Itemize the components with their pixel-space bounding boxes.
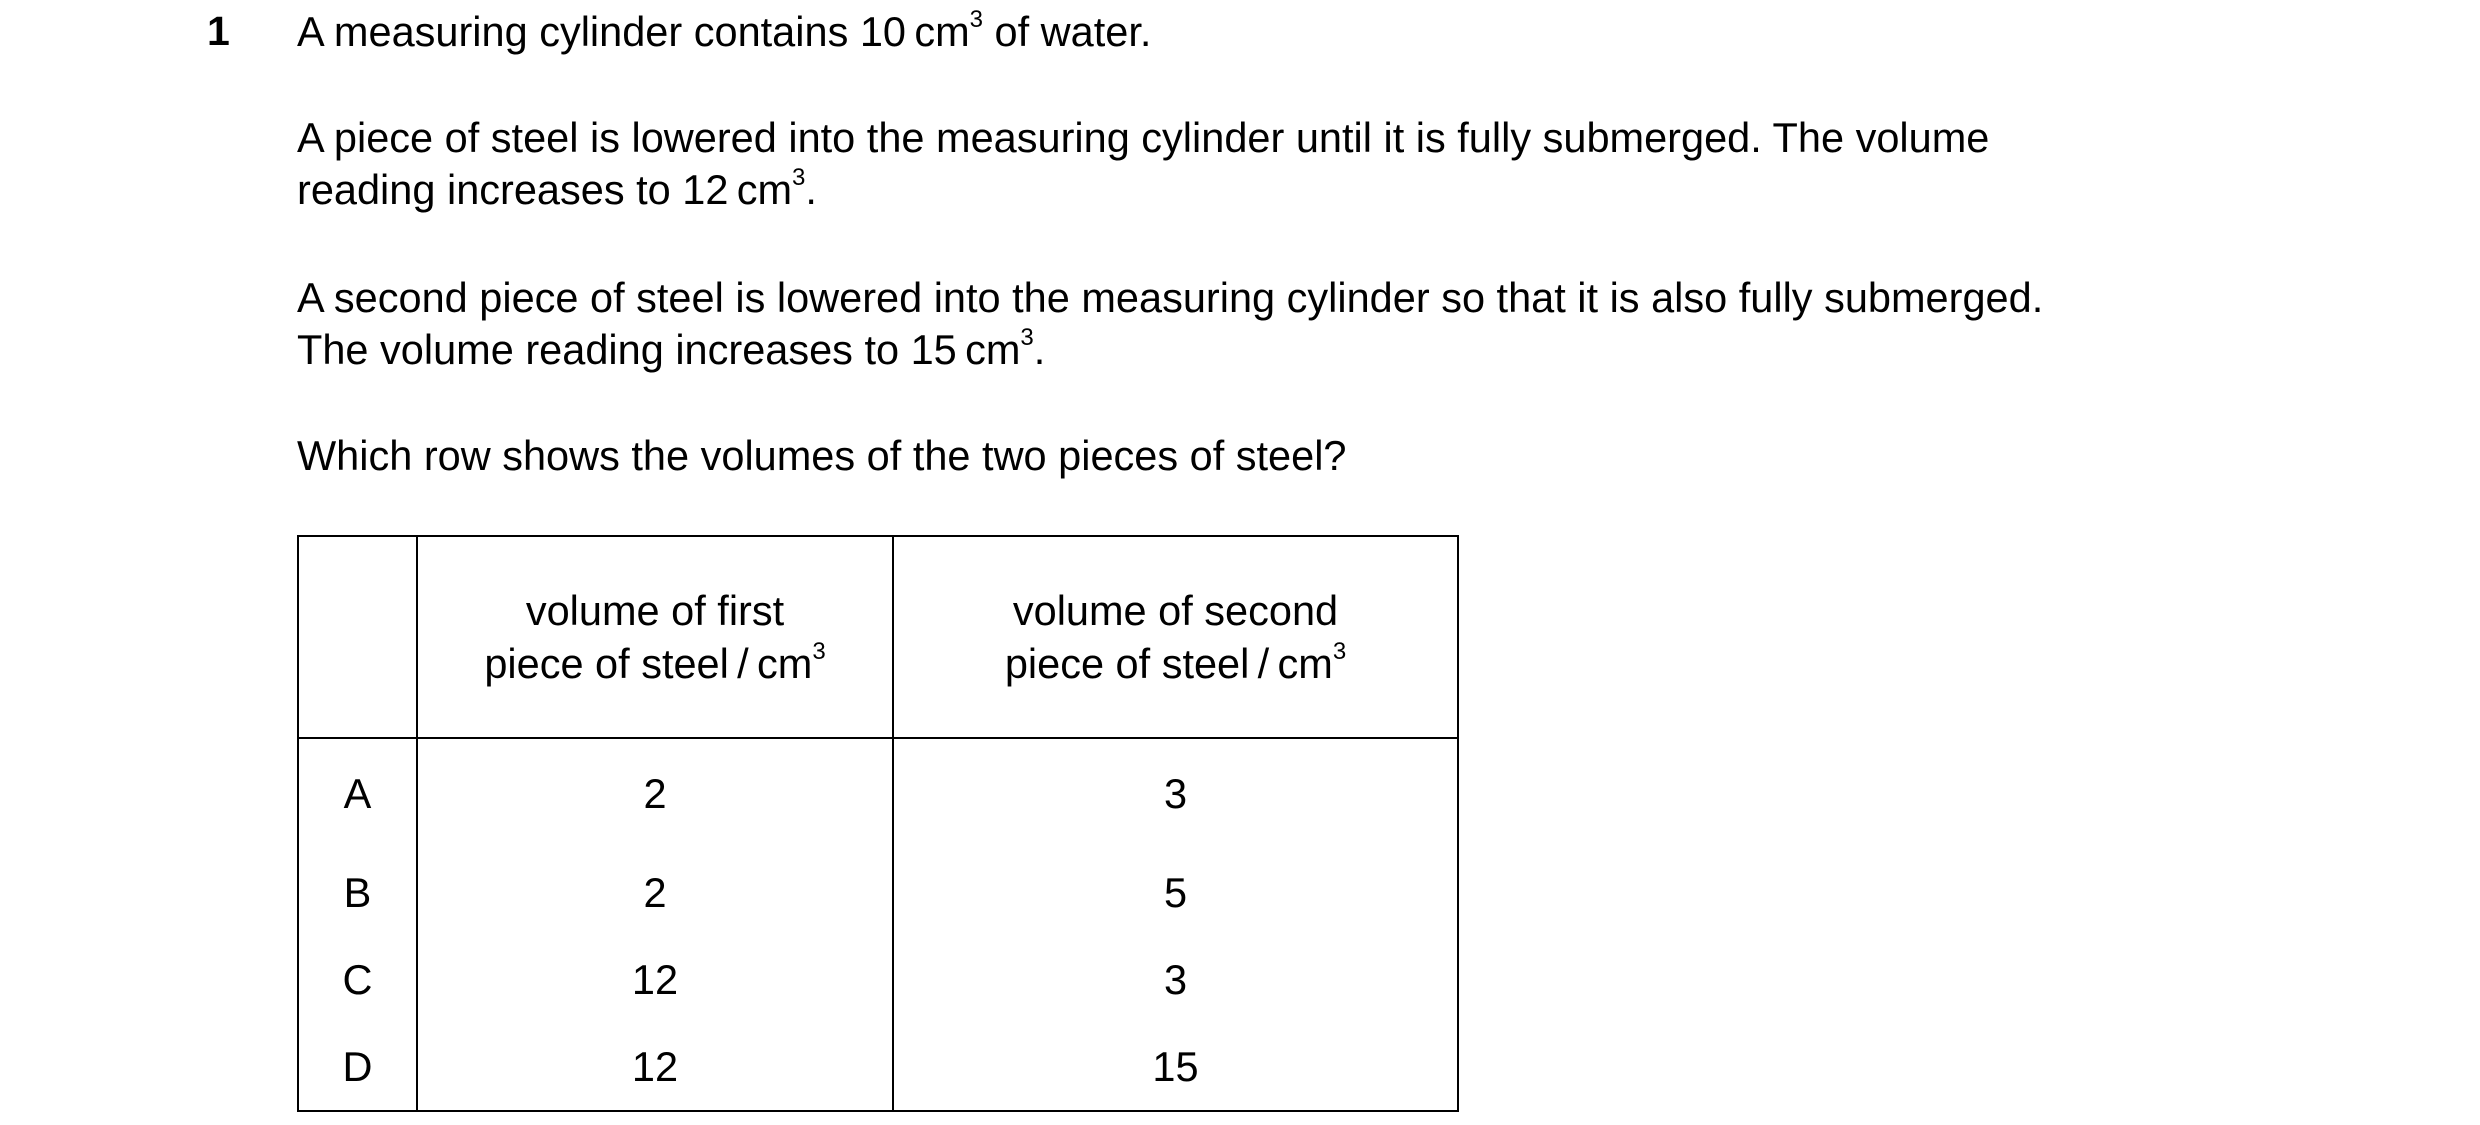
- table-row: [298, 849, 1458, 936]
- second-volume-value: 5: [893, 849, 1458, 936]
- paragraph-3-text-end: .: [1033, 326, 1046, 373]
- option-letter: C: [298, 936, 417, 1023]
- header-second-line-2: piece of steel / cm: [1004, 640, 1333, 687]
- header-second-line-1: volume of second: [1012, 587, 1339, 634]
- superscript: 3: [812, 638, 826, 665]
- superscript: 3: [792, 164, 806, 191]
- option-letter: B: [298, 849, 417, 936]
- header-first-line-1: volume of first: [525, 587, 785, 634]
- question-paragraph-1: [297, 6, 2277, 58]
- paragraph-2-text-end: .: [805, 166, 817, 213]
- paragraph-3-line-2: [297, 324, 2277, 376]
- second-volume-value: 3: [893, 738, 1458, 849]
- question-number: 1: [207, 8, 230, 54]
- paragraph-1-text: A measuring cylinder contains 10 cm: [297, 8, 970, 55]
- superscript: 3: [969, 6, 983, 33]
- first-volume-value: 12: [417, 936, 893, 1023]
- question-paragraph-2: [297, 112, 2277, 216]
- option-letter: A: [298, 738, 417, 849]
- table-row: [298, 738, 1458, 849]
- second-volume-value: 3: [893, 936, 1458, 1023]
- superscript: 3: [1332, 638, 1347, 665]
- paragraph-3-line-1: A second piece of steel is lowered into the measuring cylinder so that it is also fully submerged.: [297, 274, 2044, 321]
- first-volume-value: 2: [417, 849, 893, 936]
- superscript: 3: [1020, 324, 1034, 351]
- header-first-volume: [417, 536, 893, 738]
- question-prompt: Which row shows the volumes of the two pieces of steel?: [297, 432, 1347, 479]
- header-blank-cell: [298, 536, 417, 738]
- table-header-row: [298, 536, 1458, 738]
- table-row: [298, 936, 1458, 1023]
- table-row: [298, 1023, 1458, 1111]
- answer-table: [297, 535, 1459, 1112]
- first-volume-value: 12: [417, 1023, 893, 1111]
- paragraph-2-line-1: A piece of steel is lowered into the measuring cylinder until it is fully submerged. The volume: [297, 114, 1990, 161]
- question-paragraph-3: [297, 272, 2277, 376]
- second-volume-value: 15: [893, 1023, 1458, 1111]
- paragraph-3-text: The volume reading increases to 15 cm: [297, 326, 1021, 373]
- option-letter: D: [298, 1023, 417, 1111]
- paragraph-2-text: reading increases to 12 cm: [297, 166, 793, 213]
- header-second-volume: [893, 536, 1458, 738]
- header-first-line-2: piece of steel / cm: [484, 640, 813, 687]
- first-volume-value: 2: [417, 738, 893, 849]
- paragraph-1-text-end: of water.: [983, 8, 1152, 55]
- paragraph-2-line-2: [297, 164, 2277, 216]
